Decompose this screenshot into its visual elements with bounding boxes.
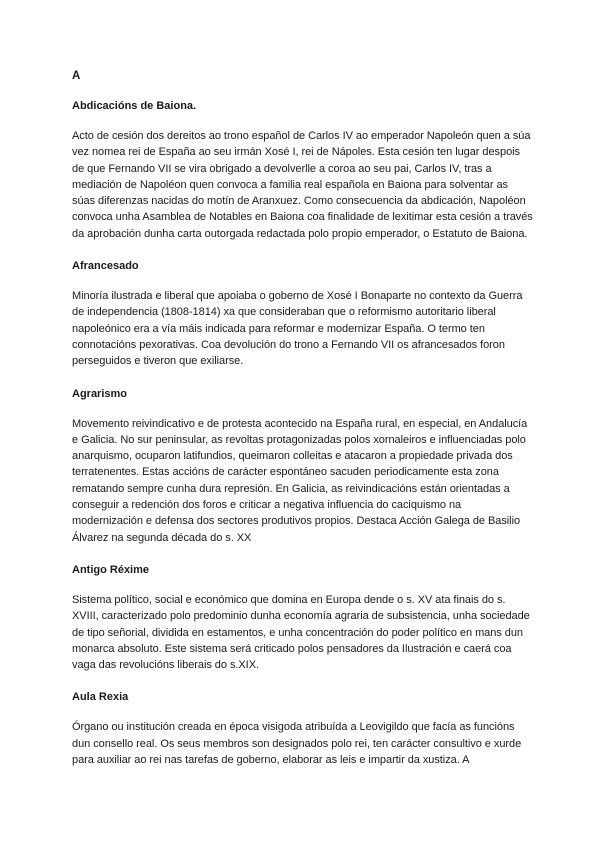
- entry-definition: Acto de cesión dos dereitos ao trono español de Carlos IV ao emperador Napoleón quen a súa vez nomea rei de España ao seu irmán Xosé I, rei de Nápoles. Esta cesión ten lugar despois de que Fernando VII se vira obrigado a devolverlle a coroa ao seu pai, Carlos IV, tras a mediación de Napoléon quen convoca a familia real española en Baiona para solventar as súas diferenzas nacidas do motín de Aranxuez. Como consecuencia da abdicación, Napoléon convoca unha Asamblea de Notables en Baiona coa finalidade de lexitimar esta cesión a través da aprobación dunha carta outorgada redactada polo propio emperador, o Estatuto de Baiona.: [72, 130, 533, 240]
- entry-definition: Movemento reivindicativo e de protesta acontecido na España rural, en especial, en Andalucía e Galicia. No sur peninsular, as revoltas protagonizadas polos xornaleiros e influenciadas polo anarquismo, ocuparon latifundios, queimaron colleitas e atacaron a propiedade privada dos terratenentes. Estas accións de carácter espontáneo sacuden periodicamente esta zona rematando sempre cunha dura represión. En Galicia, as reivindicacións están orientadas a conseguir a redención dos foros e criticar a negativa influencia do caciquismo na modernización e defensa dos sectores produtivos propios. Destaca Acción Galega de Basilio Álvarez na segunda década do s. XX: [72, 417, 528, 544]
- glossary-entry: [72, 258, 534, 369]
- section-letter: A: [72, 70, 81, 82]
- document-page: [72, 68, 534, 784]
- entry-term: Abdicacións de Baiona.: [72, 100, 197, 112]
- glossary-entry: [72, 689, 534, 768]
- glossary-entry: [72, 98, 534, 242]
- glossary-entry: [72, 386, 534, 546]
- entry-definition: Sistema político, social e económico que domina en Europa dende o s. XV ata finais do s. XVIII, caracterizado polo predominio dunha economía agraria de subsistencia, unha sociedade de tipo señorial, dividida en estamentos, e unha concentración do poder político en mans dun monarca absoluto. Este sistema será criticado polos pensadores da Ilustración e caerá coa vaga das revolucións liberais do s.XIX.: [72, 593, 530, 672]
- entry-definition: Minoría ilustrada e liberal que apoiaba o goberno de Xosé I Bonaparte no contexto da Guerra de independencia (1808-1814) xa que consideraban que o reformismo autoritario liberal napoleónico era a vía máis indicada para reformar e modernizar España. O termo ten connotacións pexorativas. Coa devolución do trono a Fernando VII os afrancesados foron perseguidos e tiveron que exiliarse.: [72, 290, 523, 368]
- entry-term: Antigo Réxime: [72, 563, 150, 576]
- entry-definition: Órgano ou institución creada en época visigoda atribuída a Leovigildo que facía as funcións dun consello real. Os seus membros son designados polo rei, ten carácter consultivo e xurde para auxiliar ao rei nas tarefas de goberno, elaborar as leis e impartir da xustiza. A: [72, 721, 522, 767]
- entry-term: Agrarismo: [72, 387, 128, 400]
- entry-term: Afrancesado: [72, 260, 139, 273]
- glossary-entry: [72, 562, 534, 673]
- entry-term: Aula Rexia: [72, 691, 129, 704]
